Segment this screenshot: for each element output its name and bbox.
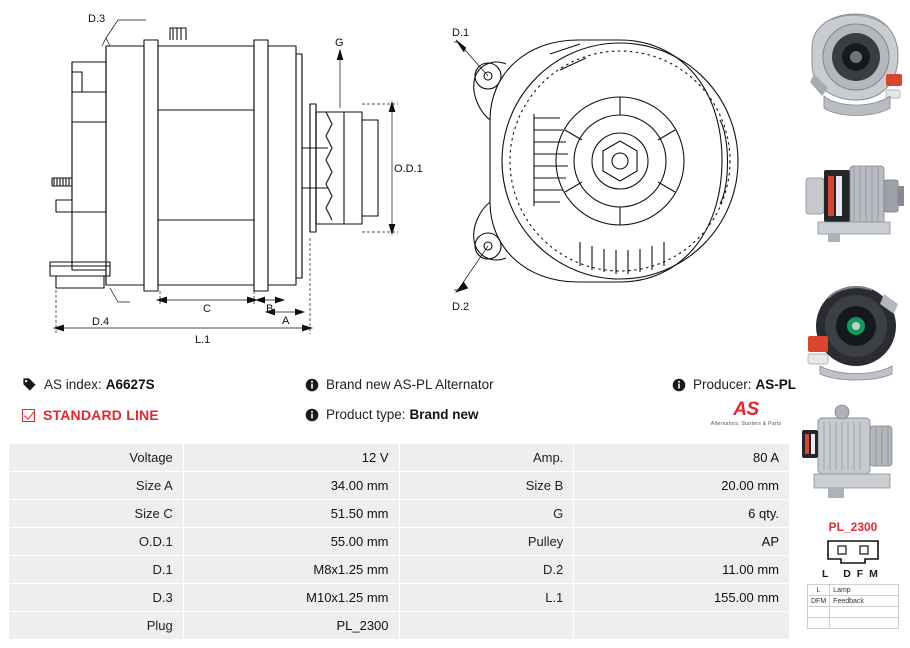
- table-row: [808, 596, 899, 607]
- callout-od1: O.D.1: [394, 163, 423, 175]
- spec-value: PL_2300: [183, 612, 399, 640]
- spec-key: G: [399, 500, 574, 528]
- spec-value: M8x1.25 mm: [183, 556, 399, 584]
- aspl-logo: [700, 400, 792, 434]
- table-row: [9, 472, 790, 500]
- spec-key: Plug: [9, 612, 184, 640]
- as-index-label: AS index:: [44, 377, 102, 392]
- producer-row: [672, 377, 796, 392]
- spec-key: D.2: [399, 556, 574, 584]
- as-index-value: A6627S: [105, 377, 155, 392]
- table-row: [808, 607, 899, 618]
- alternator-photo-side[interactable]: [798, 150, 910, 240]
- plug-pin-labels: L DFM: [822, 568, 884, 580]
- pin-desc: Lamp: [830, 585, 899, 596]
- spec-key: [399, 612, 574, 640]
- spec-key: Size A: [9, 472, 184, 500]
- table-row: [9, 612, 790, 640]
- alternator-photo-angle[interactable]: [798, 4, 910, 94]
- callout-l1: L.1: [195, 334, 211, 346]
- pin-desc: [830, 618, 899, 629]
- producer-label: Producer:: [693, 377, 752, 392]
- pin-desc: Feedback: [830, 596, 899, 607]
- spec-value: 51.50 mm: [183, 500, 399, 528]
- producer-value: AS-PL: [755, 377, 797, 392]
- spec-value: 20.00 mm: [574, 472, 790, 500]
- callout-d3: D.3: [88, 13, 106, 25]
- table-row: [9, 500, 790, 528]
- product-type-value: Brand new: [409, 407, 479, 422]
- callout-d4: D.4: [92, 316, 110, 328]
- front-view-drawing: [430, 0, 800, 360]
- plug-diagram: [800, 520, 906, 629]
- side-view-drawing: [10, 0, 430, 360]
- spec-value: 11.00 mm: [574, 556, 790, 584]
- spec-key: L.1: [399, 584, 574, 612]
- spec-key: D.1: [9, 556, 184, 584]
- as-index-row: [22, 377, 155, 392]
- callout-g: G: [335, 37, 344, 49]
- spec-value: 155.00 mm: [574, 584, 790, 612]
- plug-pin-table: [807, 584, 899, 629]
- info-icon: [305, 408, 319, 422]
- spec-key: O.D.1: [9, 528, 184, 556]
- side-view-svg: [10, 0, 430, 360]
- table-row: [808, 585, 899, 596]
- spec-key: D.3: [9, 584, 184, 612]
- info-icon: [305, 378, 319, 392]
- spec-value: M10x1.25 mm: [183, 584, 399, 612]
- plug-connector-icon: [825, 537, 881, 567]
- pin-desc: [830, 607, 899, 618]
- spec-value: 12 V: [183, 444, 399, 472]
- spec-value: 80 A: [574, 444, 790, 472]
- spec-value: 55.00 mm: [183, 528, 399, 556]
- tag-icon: [22, 377, 37, 392]
- alternator-photo-rear[interactable]: [798, 398, 910, 488]
- spec-value: 34.00 mm: [183, 472, 399, 500]
- spec-key: Amp.: [399, 444, 574, 472]
- plug-code: PL_2300: [828, 520, 878, 534]
- aspl-logo-mark: AS: [733, 399, 759, 420]
- spec-value: AP: [574, 528, 790, 556]
- standard-line-label: STANDARD LINE: [43, 407, 159, 423]
- pin-id: DFM: [808, 596, 830, 607]
- spec-value: [574, 612, 790, 640]
- check-box-icon: [22, 409, 35, 422]
- spec-key: Pulley: [399, 528, 574, 556]
- alternator-photo-front[interactable]: [798, 274, 910, 364]
- spec-value: 6 qty.: [574, 500, 790, 528]
- table-row: [9, 444, 790, 472]
- standard-line-badge: [22, 407, 159, 423]
- table-row: [9, 556, 790, 584]
- callout-d2: D.2: [452, 301, 470, 313]
- aspl-logo-tagline: Alternators, Starters & Parts: [710, 421, 782, 427]
- description-row: [305, 377, 494, 392]
- callout-a: A: [282, 315, 290, 327]
- specifications-table: [8, 443, 790, 640]
- callout-c: C: [203, 303, 211, 315]
- table-row: [9, 584, 790, 612]
- description-text: Brand new AS-PL Alternator: [326, 377, 494, 392]
- pin-id: [808, 618, 830, 629]
- spec-key: Size B: [399, 472, 574, 500]
- pin-id: L: [808, 585, 830, 596]
- info-icon: [672, 378, 686, 392]
- callout-b: B: [266, 303, 274, 315]
- table-row: [808, 618, 899, 629]
- pin-id: [808, 607, 830, 618]
- product-info: [0, 365, 798, 437]
- product-type-row: [305, 407, 479, 422]
- table-row: [9, 528, 790, 556]
- callout-d1: D.1: [452, 27, 470, 39]
- front-view-svg: [430, 0, 800, 360]
- product-type-label: Product type:: [326, 407, 406, 422]
- spec-key: Voltage: [9, 444, 184, 472]
- spec-key: Size C: [9, 500, 184, 528]
